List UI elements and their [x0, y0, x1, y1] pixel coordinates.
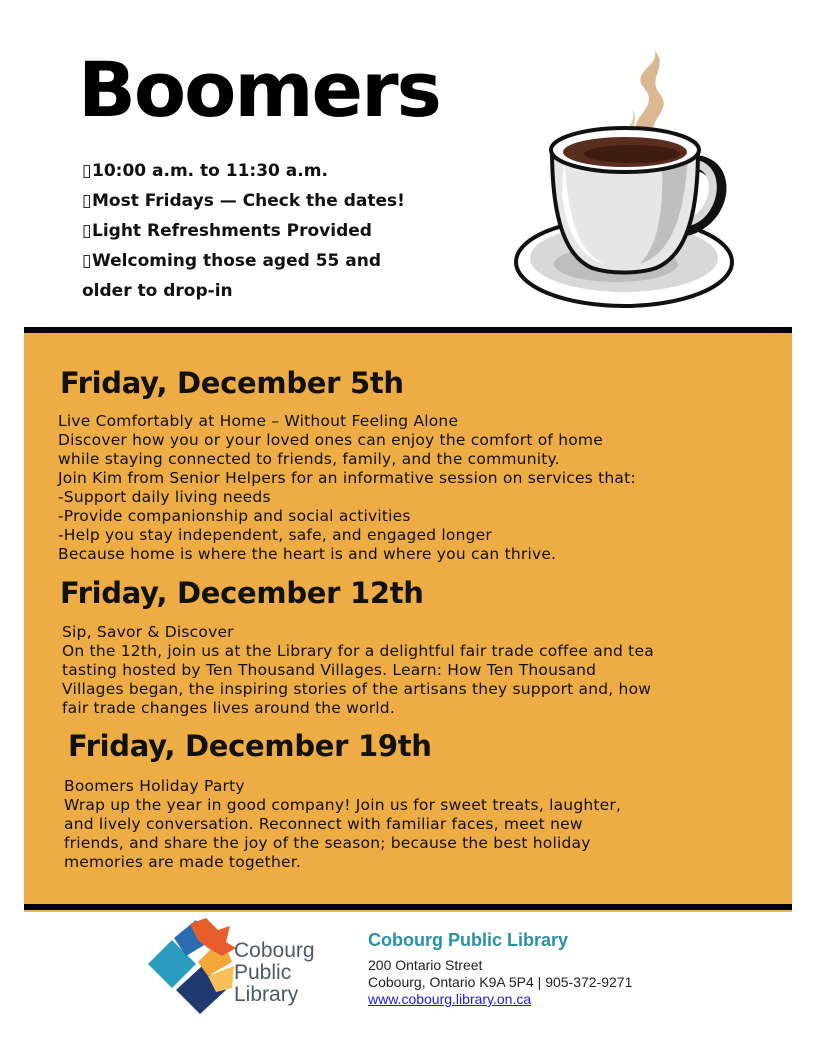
logo-word: Public — [234, 961, 292, 984]
event-date-heading: Friday, December 5th — [60, 366, 404, 400]
event-line: On the 12th, join us at the Library for a delightful fair trade coffee and tea — [62, 642, 654, 660]
coffee-cup-icon — [512, 44, 742, 310]
library-logo-wordmark — [234, 940, 315, 1006]
bullet-marker: ▯ — [82, 191, 92, 211]
bullet-marker: ▯ — [82, 161, 92, 181]
page-title: Boomers — [78, 45, 440, 134]
event-line: fair trade changes lives around the world. — [62, 699, 395, 717]
event-line: Villages began, the inspiring stories of the artisans they support and, how — [62, 680, 652, 698]
bullet-time: ▯10:00 a.m. to 11:30 a.m. — [82, 156, 422, 186]
event-description — [62, 623, 654, 718]
event-date-heading: Friday, December 19th — [68, 729, 432, 763]
event-line: friends, and share the joy of the season; because the best holiday — [64, 834, 591, 852]
event-line: memories are made together. — [64, 853, 301, 871]
event-line: while staying connected to friends, family, and the community. — [58, 450, 560, 468]
organization-name: Cobourg Public Library — [368, 930, 569, 950]
event-line: Because home is where the heart is and where you can thrive. — [58, 545, 557, 563]
event-line: Wrap up the year in good company! Join us for sweet treats, laughter, — [64, 796, 622, 814]
website-link[interactable]: www.cobourg.library.on.ca — [368, 991, 532, 1007]
event-line: -Support daily living needs — [58, 488, 271, 506]
event-date-heading: Friday, December 12th — [60, 576, 424, 610]
bullet-refreshments: ▯Light Refreshments Provided — [82, 216, 422, 246]
city-phone: Cobourg, Ontario K9A 5P4 | 905-372-9271 — [368, 974, 633, 990]
event-line: Sip, Savor & Discover — [62, 623, 234, 641]
event-line: -Help you stay independent, safe, and engaged longer — [58, 526, 492, 544]
bullet-days: ▯Most Fridays — Check the dates! — [82, 186, 422, 216]
event-line: Discover how you or your loved ones can enjoy the comfort of home — [58, 431, 603, 449]
street-address: 200 Ontario Street — [368, 957, 483, 973]
info-bullets — [82, 156, 422, 306]
event-line: Join Kim from Senior Helpers for an informative session on services that: — [58, 469, 636, 487]
bullet-age: ▯Welcoming those aged 55 and older to drop-in — [82, 246, 422, 306]
event-line: tasting hosted by Ten Thousand Villages. Learn: How Ten Thousand — [62, 661, 597, 679]
bullet-marker: ▯ — [82, 221, 92, 241]
logo-word: Library — [234, 983, 299, 1006]
event-description — [58, 412, 636, 564]
event-line: Boomers Holiday Party — [64, 777, 245, 795]
events-panel — [24, 333, 792, 904]
logo-word: Cobourg — [234, 939, 315, 962]
panel-bottom-accent — [24, 910, 792, 912]
bullet-marker: ▯ — [82, 251, 92, 271]
event-description — [64, 777, 621, 872]
event-line: and lively conversation. Reconnect with familiar faces, meet new — [64, 815, 583, 833]
event-line: Live Comfortably at Home – Without Feeling Alone — [58, 412, 459, 430]
event-line: -Provide companionship and social activities — [58, 507, 411, 525]
contact-block — [368, 930, 632, 1008]
